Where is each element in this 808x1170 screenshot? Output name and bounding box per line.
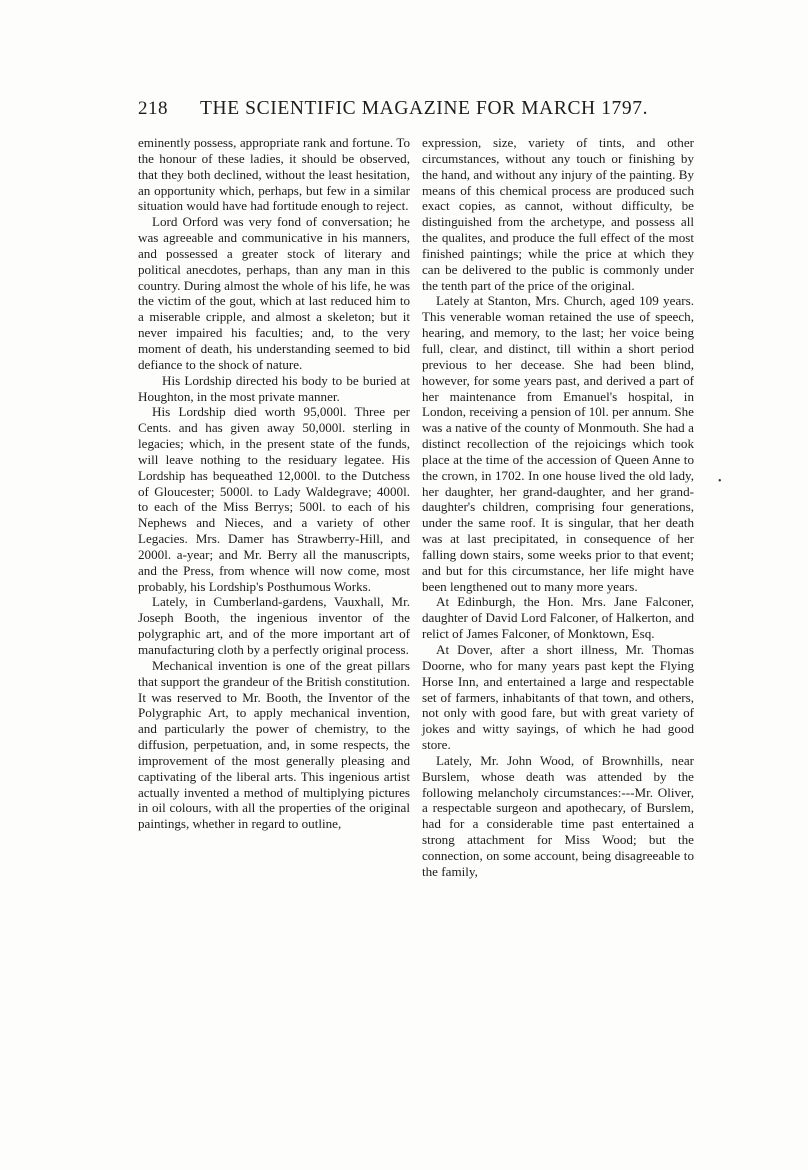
paragraph-mechanical-invention: Mechanical invention is one of the great pillars that support the grandeur of the British constitution. It was reserved to Mr. Booth, the Inventor of the Polygraphic Art, to apply mechanical invention, and particularly the power of chemistry, to the diffusion, perpetuation, and, in some respects, the improvement of the most generally pleasing and captivating of the liberal arts. This ingenious artist actually invented a method of multiplying pictures in oil colours, with all the properties of the original paintings, whether in regard to outline, xyxy=(138,657,411,832)
paragraph-joseph-booth: Lately, in Cumberland-gardens, Vauxhall, Mr. Joseph Booth, the ingenious inventor of the polygraphic art, and of the more important art of manufacturing cloth by a perfectly original process. xyxy=(138,594,410,657)
running-title: THE SCIENTIFIC MAGAZINE FOR MARCH 1797. xyxy=(200,98,649,119)
margin-mark: • xyxy=(718,476,722,487)
right-column xyxy=(422,135,694,880)
page-header xyxy=(138,98,698,124)
paragraph-thomas-doorne: At Dover, after a short illness, Mr. Thomas Doorne, who for many years past kept the Flying Horse Inn, and entertained a large and respectable set of farmers, inhabitants of that town, and others, not only with good fare, but with great variety of jokes and witty sayings, of which he had good store. xyxy=(422,642,694,753)
paragraph-john-wood: Lately, Mr. John Wood, of Brownhills, near Burslem, whose death was attended by the following melancholy circumstances:---Mr. Oliver, a respectable surgeon and apothecary, of Burslem, had for a considerable time past entertained a strong attachment for Miss Wood; but the connection, on some account, being disagreeable to the family, xyxy=(422,752,694,879)
paragraph-legacies: His Lordship died worth 95,000l. Three per Cents. and has given away 50,000l. sterling in legacies; which, in the present state of the funds, will leave nothing to the residuary legatee. His Lordship has bequeathed 12,000l. to the Dutchess of Gloucester; 5000l. to Lady Waldegrave; 4000l. to each of the Miss Berrys; 500l. to each of his Nephews and Nieces, and a variety of other Legacies. Mrs. Damer has Strawberry-Hill, and 2000l. a-year; and Mr. Berry all the manuscripts, and the Press, from whence will now come, most probably, his Lordship's Posthumous Works. xyxy=(138,404,410,594)
left-column xyxy=(138,135,410,832)
paragraph-polygraphic-process: expression, size, variety of tints, and other circumstances, without any touch or finishing by the hand, and without any injury of the painting. By means of this chemical process are produced such exact copies, as cannot, without difficulty, be distinguished from the archetype, and possess all the qualites, and produce the full effect of the most finished paintings; while the price at which they can be delivered to the public is commonly under the tenth part of the price of the original. xyxy=(422,135,694,293)
paragraph-lord-orford: Lord Orford was very fond of conversation; he was agreeable and communicative in his manners, and possessed a greater stock of literary and political anecdotes, perhaps, than any man in this country. During almost the whole of his life, he was the victim of the gout, which at last reduced him to a miserable cripple, and almost a skeleton; but it never impaired his faculties; and, to the very moment of death, his understanding seemed to bid defiance to the shock of nature. xyxy=(138,214,410,372)
paragraph-burial: His Lordship directed his body to be buried at Houghton, in the most private manner. xyxy=(138,372,410,404)
paragraph-jane-falconer: At Edinburgh, the Hon. Mrs. Jane Falconer, daughter of David Lord Falconer, of Halkerton, and relict of James Falconer, of Monktown, Esq. xyxy=(422,594,694,642)
page-number: 218 xyxy=(138,98,168,119)
paragraph-mrs-church: Lately at Stanton, Mrs. Church, aged 109 years. This venerable woman retained the use of speech, hearing, and memory, to the last; her voice being full, clear, and distinct, till within a short period previous to her decease. She had been blind, however, for some years past, and derived a part of her maintenance from Emanuel's hospital, in London, receiving a pension of 10l. per annum. She was a native of the county of Monmouth. She had a distinct recollection of the rejoicings which took place at the time of the accession of Queen Anne to the crown, in 1702. In one house lived the old lady, her daughter, her grand-daughter, and her grand-daughter's children, comprising four generations, under the same roof. It is singular, that her death was at last precipitated, in consequence of her falling down stairs, some weeks prior to that event; and but for this circumstance, her life might have been lengthened out to many more years. xyxy=(422,293,694,594)
paragraph-ladies-honour: eminently possess, appropriate rank and fortune. To the honour of these ladies, it should be observed, that they both declined, without the least hesitation, an opportunity which, perhaps, but few in a similar situation would have had fortitude enough to reject. xyxy=(138,135,410,214)
